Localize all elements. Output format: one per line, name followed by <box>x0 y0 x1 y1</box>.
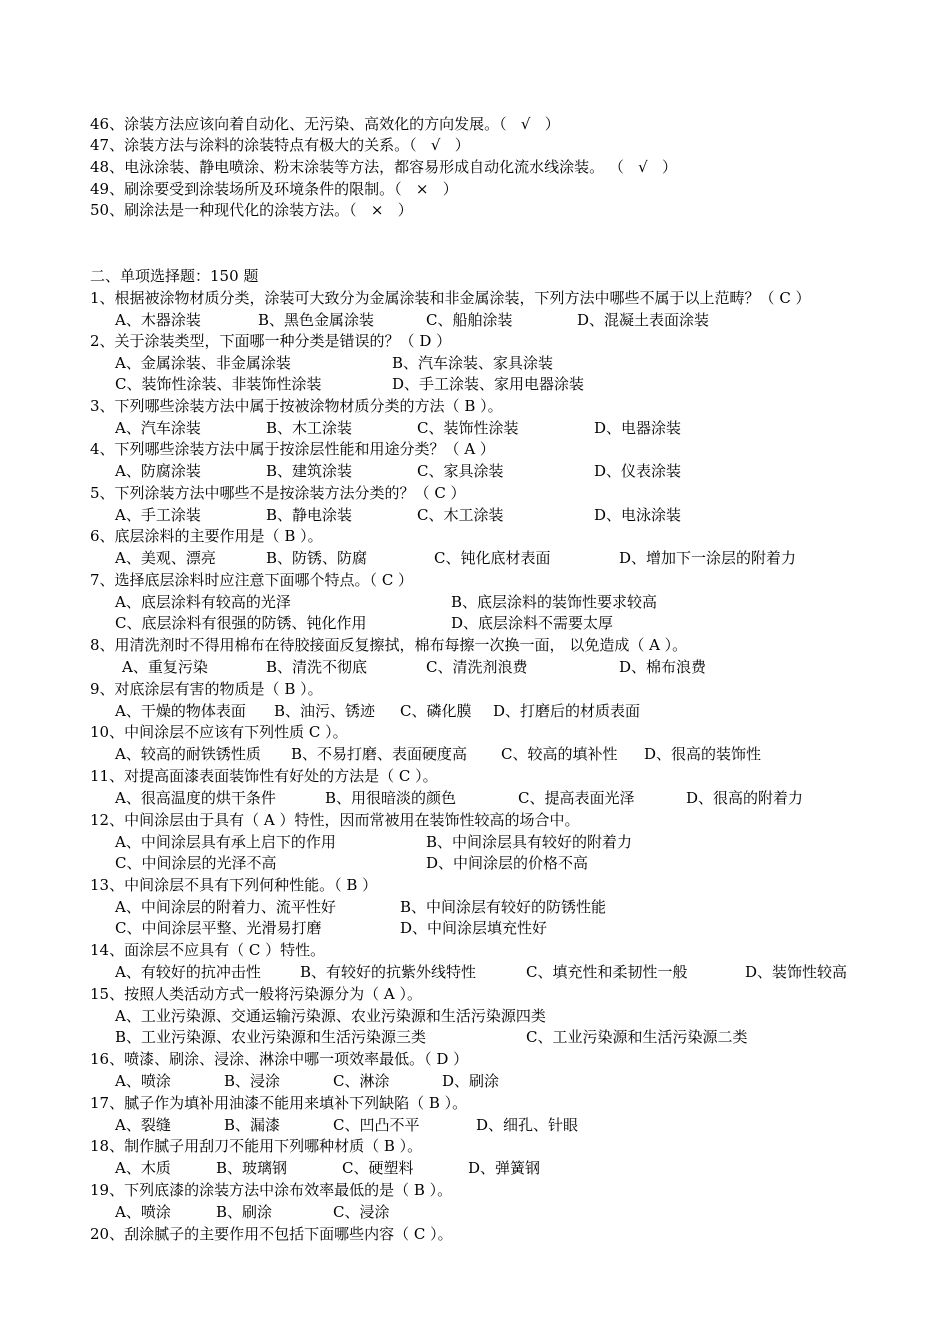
question-text: 19、下列底漆的涂装方法中涂布效率最低的是（ B ）。 <box>90 1181 453 1199</box>
question-text: 15、按照人类活动方式一般将污染源分为（ A ）。 <box>90 985 422 1003</box>
option: D、装饰性较高 <box>745 963 848 981</box>
option: A、重复污染 <box>122 658 208 676</box>
option: A、工业污染源、交通运输污染源、农业污染源和生活污染源四类 <box>115 1007 546 1025</box>
option: C、钝化底材表面 <box>434 549 551 567</box>
question-text: 14、面涂层不应具有（ C ）特性。 <box>90 941 326 959</box>
option: A、汽车涂装 <box>115 419 201 437</box>
question-text: 7、选择底层涂料时应注意下面哪个特点。（ C ） <box>90 571 414 589</box>
option: A、喷涂 <box>115 1072 171 1090</box>
option: B、底层涂料的装饰性要求较高 <box>451 593 658 611</box>
option: C、清洗剂浪费 <box>426 658 528 676</box>
option: C、填充性和柔韧性一般 <box>526 963 688 981</box>
option: A、中间涂层具有承上启下的作用 <box>115 833 336 851</box>
tf-item: 48、电泳涂装、静电喷涂、粉末涂装等方法，都容易形成自动化流水线涂装。 （ √ ） <box>90 158 678 176</box>
question-text: 4、下列哪些涂装方法中属于按涂层性能和用途分类？（ A ） <box>90 440 495 458</box>
option: D、仪表涂装 <box>594 462 682 480</box>
option: C、家具涂装 <box>417 462 504 480</box>
option: D、打磨后的材质表面 <box>493 702 641 720</box>
option: C、中间涂层平整、光滑易打磨 <box>115 919 322 937</box>
option: D、增加下一涂层的附着力 <box>619 549 797 567</box>
question-text: 17、腻子作为填补用油漆不能用来填补下列缺陷（ B ）。 <box>90 1094 468 1112</box>
option: C、底层涂料有很强的防锈、钝化作用 <box>115 614 367 632</box>
question-text: 10、中间涂层不应该有下列性质 C ）。 <box>90 723 348 741</box>
option: B、木工涂装 <box>266 419 353 437</box>
option: C、硬塑料 <box>342 1159 414 1177</box>
option: A、喷涂 <box>115 1203 171 1221</box>
option: B、浸涂 <box>224 1072 281 1090</box>
option: C、浸涂 <box>333 1203 390 1221</box>
option: A、有较好的抗冲击性 <box>115 963 261 981</box>
option: A、美观、漂亮 <box>115 549 216 567</box>
option: A、防腐涂装 <box>115 462 201 480</box>
question-text: 16、喷漆、刷涂、浸涂、淋涂中哪一项效率最低。（ D ） <box>90 1050 469 1068</box>
option: D、很高的附着力 <box>686 789 804 807</box>
option: D、中间涂层的价格不高 <box>426 854 589 872</box>
option: D、底层涂料不需要太厚 <box>451 614 614 632</box>
option: D、很高的装饰性 <box>644 745 762 763</box>
option: C、木工涂装 <box>417 506 504 524</box>
option: D、中间涂层填充性好 <box>400 919 548 937</box>
question-text: 11、对提高面漆表面装饰性有好处的方法是（ C ）。 <box>90 767 438 785</box>
option: A、干燥的物体表面 <box>115 702 246 720</box>
question-text: 13、中间涂层不具有下列何种性能。（ B ） <box>90 876 378 894</box>
question-text: 8、用清洗剂时不得用棉布在待胶接面反复擦拭，棉布每擦一次换一面， 以免造成（ A ）。 <box>90 636 688 654</box>
option: D、手工涂装、家用电器涂装 <box>392 375 585 393</box>
option: B、用很暗淡的颜色 <box>325 789 457 807</box>
tf-item: 46、涂装方法应该向着自动化、无污染、高效化的方向发展。（ √ ） <box>90 115 560 133</box>
option: B、防锈、防腐 <box>266 549 368 567</box>
option: B、漏漆 <box>224 1116 281 1134</box>
option: C、船舶涂装 <box>426 311 513 329</box>
option: C、淋涂 <box>333 1072 390 1090</box>
option: A、木器涂装 <box>115 311 201 329</box>
question-text: 9、对底涂层有害的物质是（ B ）。 <box>90 680 323 698</box>
option: C、凹凸不平 <box>333 1116 420 1134</box>
option: A、很高温度的烘干条件 <box>115 789 276 807</box>
tf-item: 47、涂装方法与涂料的涂装特点有极大的关系。（ √ ） <box>90 136 470 154</box>
option: B、刷涂 <box>216 1203 273 1221</box>
option: B、汽车涂装、家具涂装 <box>392 354 554 372</box>
option: C、提高表面光泽 <box>518 789 635 807</box>
option: B、工业污染源、农业污染源和生活污染源三类 <box>115 1028 427 1046</box>
question-text: 12、中间涂层由于具有（ A ）特性，因而常被用在装饰性较高的场合中。 <box>90 811 580 829</box>
tf-item: 49、刷涂要受到涂装场所及环境条件的限制。（ × ） <box>90 180 458 198</box>
option: B、有较好的抗紫外线特性 <box>300 963 477 981</box>
option: D、电泳涂装 <box>594 506 682 524</box>
question-text: 5、下列涂装方法中哪些不是按涂装方法分类的？（ C ） <box>90 484 466 502</box>
option: D、混凝土表面涂装 <box>577 311 710 329</box>
option: B、油污、锈迹 <box>274 702 376 720</box>
option: B、玻璃钢 <box>216 1159 288 1177</box>
option: B、中间涂层有较好的防锈性能 <box>400 898 607 916</box>
option: D、电器涂装 <box>594 419 682 437</box>
option: A、手工涂装 <box>115 506 201 524</box>
option: C、较高的填补性 <box>501 745 618 763</box>
option: B、静电涂装 <box>266 506 353 524</box>
option: A、底层涂料有较高的光泽 <box>115 593 291 611</box>
option: B、中间涂层具有较好的附着力 <box>426 833 633 851</box>
option: D、弹簧钢 <box>468 1159 541 1177</box>
question-text: 3、下列哪些涂装方法中属于按被涂物材质分类的方法（ B ）。 <box>90 397 503 415</box>
option: A、金属涂装、非金属涂装 <box>115 354 291 372</box>
option: C、装饰性涂装、非装饰性涂装 <box>115 375 322 393</box>
option: B、黑色金属涂装 <box>258 311 375 329</box>
option: D、细孔、针眼 <box>476 1116 579 1134</box>
question-text: 2、关于涂装类型，下面哪一种分类是错误的？（ D ） <box>90 332 452 350</box>
option: C、工业污染源和生活污染源二类 <box>526 1028 748 1046</box>
option: D、棉布浪费 <box>619 658 707 676</box>
question-text: 20、刮涂腻子的主要作用不包括下面哪些内容（ C ）。 <box>90 1225 453 1243</box>
question-text: 18、制作腻子用刮刀不能用下列哪种材质（ B ）。 <box>90 1137 423 1155</box>
option: B、清洗不彻底 <box>266 658 368 676</box>
option: C、装饰性涂装 <box>417 419 519 437</box>
option: C、磷化膜 <box>400 702 472 720</box>
option: A、中间涂层的附着力、流平性好 <box>115 898 336 916</box>
question-text: 6、底层涂料的主要作用是（ B ）。 <box>90 527 323 545</box>
option: A、较高的耐铁锈性质 <box>115 745 261 763</box>
option: C、中间涂层的光泽不高 <box>115 854 277 872</box>
option: B、不易打磨、表面硬度高 <box>291 745 468 763</box>
section-title: 二、单项选择题：150 题 <box>90 267 259 285</box>
tf-item: 50、刷涂法是一种现代化的涂装方法。（ × ） <box>90 201 413 219</box>
option: B、建筑涂装 <box>266 462 353 480</box>
option: A、木质 <box>115 1159 171 1177</box>
option: A、裂缝 <box>115 1116 171 1134</box>
question-text: 1、根据被涂物材质分类，涂装可大致分为金属涂装和非金属涂装，下列方法中哪些不属于以上范畴？（ C ） <box>90 289 811 307</box>
option: D、刷涂 <box>442 1072 500 1090</box>
